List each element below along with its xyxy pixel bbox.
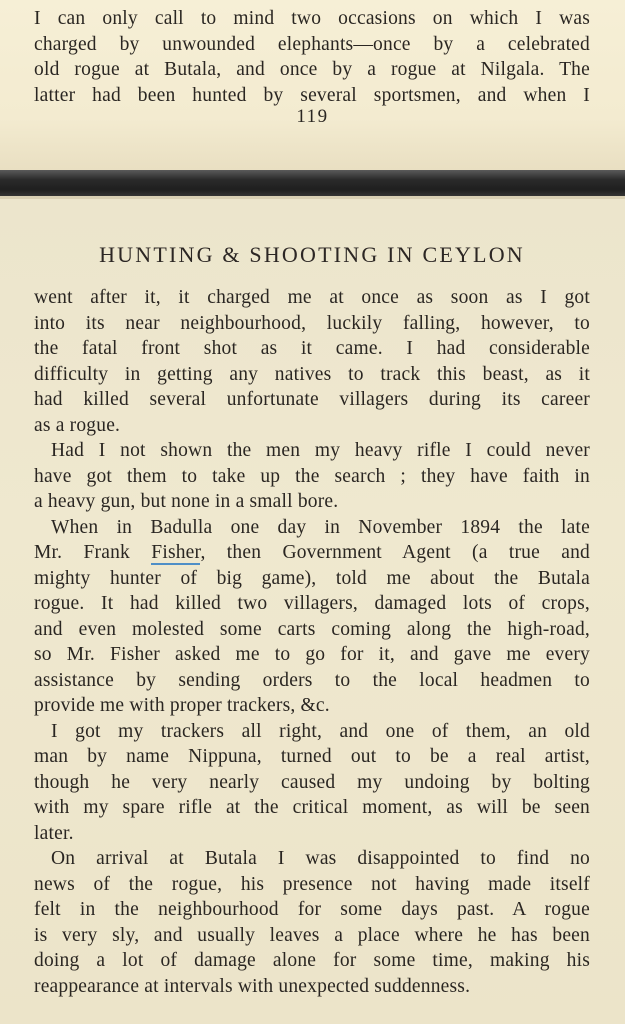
text-line: latter had been hunted by several sportsmen, and when I	[34, 84, 590, 106]
text-segment: Mr. Frank	[34, 542, 152, 563]
text-segment: , then Government Agent (a true and	[200, 542, 591, 563]
previous-page	[0, 0, 625, 170]
text-line: rogue. It had killed two villagers, damaged lots of crops,	[34, 593, 590, 614]
text-line: mighty hunter of big game), told me about the Butala	[34, 567, 590, 589]
text-line: the fatal front shot as it came. I had considerable	[34, 338, 590, 359]
text-line: On arrival at Butala I was disappointed to find no	[51, 848, 590, 869]
text-line: difficulty in getting any natives to track this beast, as it	[34, 363, 590, 385]
text-line: though he very nearly caused my undoing by bolting	[34, 771, 590, 793]
text-line: I can only call to mind two occasions on which I was	[34, 8, 590, 29]
text-line	[34, 540, 590, 566]
text-line: Had I not shown the men my heavy rifle I could never	[51, 440, 590, 461]
text-line: and even molested some carts coming along the high-road,	[34, 618, 590, 640]
page-divider	[0, 170, 625, 198]
previous-page-text	[34, 6, 590, 108]
text-line: I got my trackers all right, and one of them, an old	[51, 720, 590, 742]
running-head: HUNTING & SHOOTING IN CEYLON	[99, 242, 525, 267]
text-line: old rogue at Butala, and once by a rogue at Nilgala. The	[34, 59, 590, 80]
text-line: a heavy gun, but none in a small bore.	[34, 491, 339, 512]
text-line: so Mr. Fisher asked me to go for it, and gave me every	[34, 644, 590, 665]
text-line: have got them to take up the search ; they have faith in	[34, 465, 590, 487]
text-line: When in Badulla one day in November 1894 the late	[51, 516, 590, 538]
page-number: 119	[296, 106, 329, 127]
text-line: reappearance at intervals with unexpected suddenness.	[34, 975, 471, 997]
text-line: man by name Nippuna, turned out to be a real artist,	[34, 746, 590, 767]
text-line: assistance by sending orders to the local headmen to	[34, 669, 590, 691]
highlighted-word[interactable]: Fisher	[151, 542, 201, 563]
text-line: felt in the neighbourhood for some days past. A rogue	[34, 899, 590, 920]
text-line: provide me with proper trackers, &c.	[34, 695, 330, 716]
text-line: news of the rogue, his presence not having made itself	[34, 873, 590, 895]
text-line: as a rogue.	[34, 414, 121, 436]
text-line: doing a lot of damage alone for some time, making his	[34, 950, 590, 971]
text-line: charged by unwounded elephants—once by a celebrated	[34, 33, 590, 55]
current-page	[0, 199, 625, 1024]
text-line: with my spare rifle at the critical moment, as will be seen	[34, 797, 590, 818]
current-page-text	[34, 285, 590, 999]
text-line: had killed several unfortunate villagers during its career	[34, 389, 590, 410]
text-line: is very sly, and usually leaves a place where he has been	[34, 924, 590, 946]
text-line: went after it, it charged me at once as soon as I got	[34, 287, 590, 308]
text-line: into its near neighbourhood, luckily falling, however, to	[34, 312, 590, 334]
text-line: later.	[34, 822, 74, 844]
